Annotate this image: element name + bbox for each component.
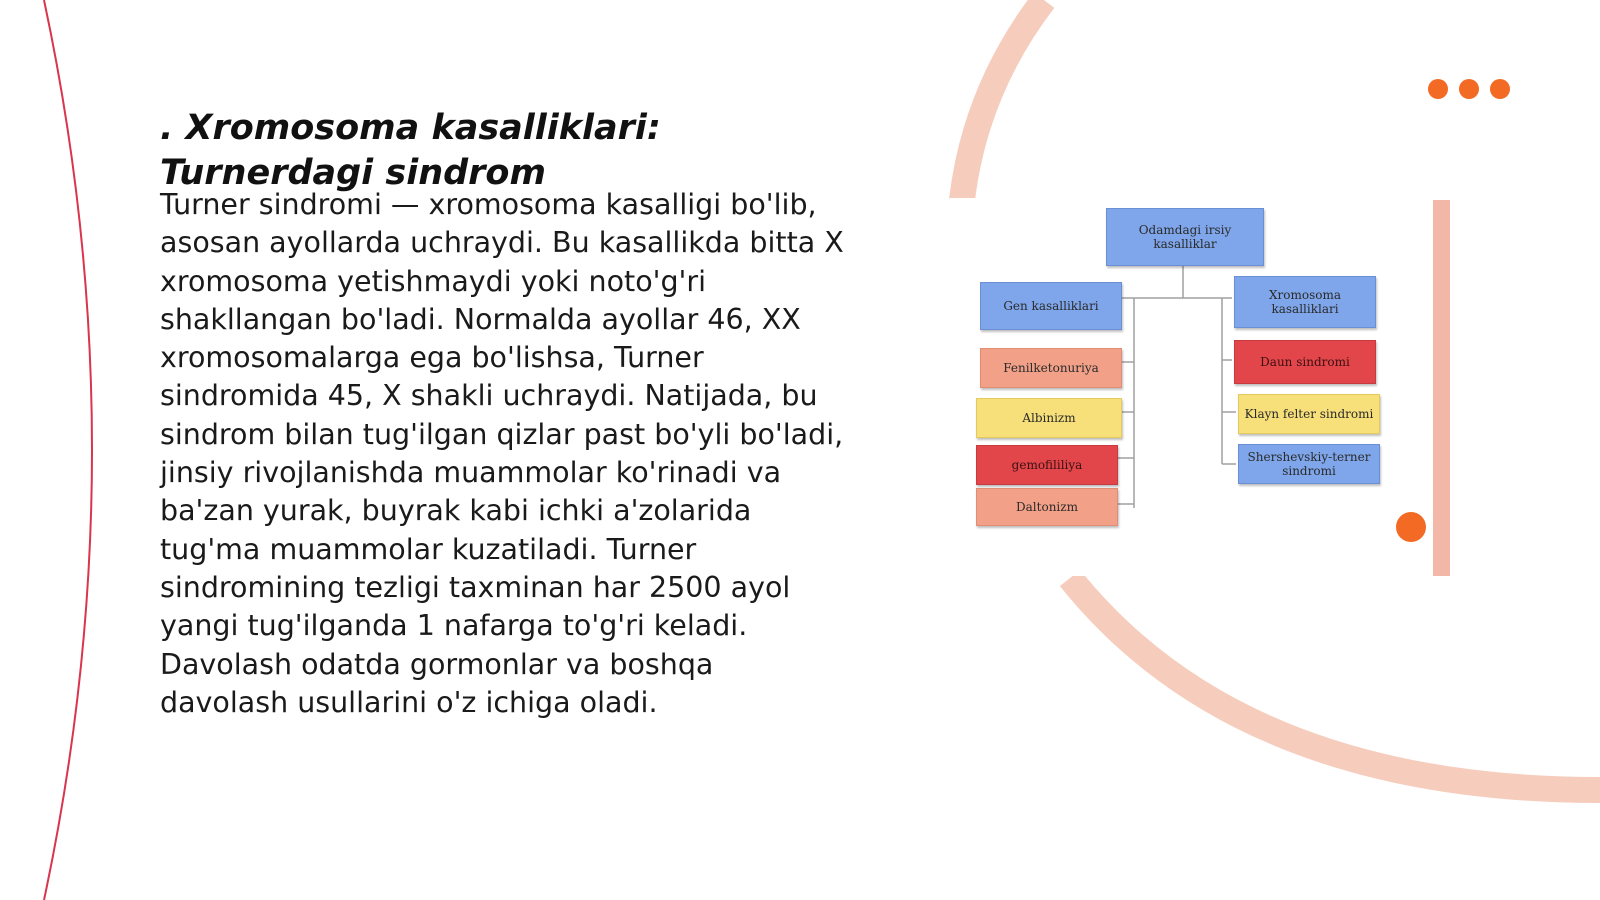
diagram-right-item-box: Shershevskiy-terner sindromi [1238, 444, 1380, 484]
diagram-left-item-box: gemofililiya [976, 445, 1118, 485]
peach-arc-bottom [1070, 578, 1600, 790]
slide-title: . Xromosoma kasalliklari: Turnerdagi sindrom [160, 108, 661, 193]
diagram-xromosoma-head-box: Xromosoma kasalliklari [1234, 276, 1376, 328]
hereditary-diseases-diagram [950, 198, 1440, 576]
orange-dot [1428, 79, 1448, 99]
diagram-gen-head-box: Gen kasalliklari [980, 282, 1122, 330]
diagram-root-box: Odamdagi irsiy kasalliklar [1106, 208, 1264, 266]
left-red-curve [44, 0, 92, 900]
slide-body-text: Turner sindromi — xromosoma kasalligi bo'lib, asosan ayollarda uchraydi. Bu kasallikda bitta X xromosoma yetishmaydi yoki noto'g'ri shakllangan bo'ladi. Normalda ayollar 46, XX xromosomalarga ega bo'lishsa, Turner sindromida 45, X shakli uchraydi. Natijada, bu sindrom bilan tug'ilgan qizlar past bo'yli bo'ladi, jinsiy rivojlanishda muammolar ko'rinadi va ba'zan yurak, buyrak kabi ichki a'zolarida tug'ma muammolar kuzatiladi. Turner sindromining tezligi taxminan har 2500 ayol yangi tug'ilganda 1 nafarga to'g'ri keladi. Davolash odatda gormonlar va boshqa davolash usullarini o'z ichiga oladi. [160, 188, 844, 719]
diagram-right-item-box: Daun sindromi [1234, 340, 1376, 384]
diagram-left-item-box: Albinizm [976, 398, 1122, 438]
diagram-right-item-box: Klayn felter sindromi [1238, 394, 1380, 434]
diagram-left-item-box: Fenilketonuriya [980, 348, 1122, 388]
peach-arc-top [962, 0, 1044, 200]
orange-accent-dot [1396, 512, 1426, 542]
diagram-left-item-box: Daltonizm [976, 488, 1118, 526]
orange-dot [1490, 79, 1510, 99]
orange-dot [1459, 79, 1479, 99]
decorative-dots [1428, 79, 1510, 99]
